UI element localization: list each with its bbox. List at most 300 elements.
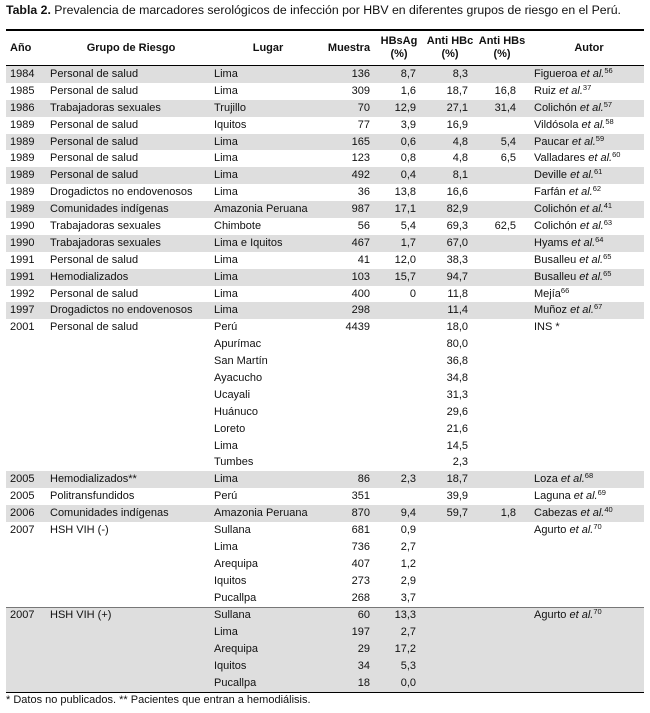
author-cell xyxy=(526,117,644,134)
hbsag-cell xyxy=(376,302,422,319)
table-row xyxy=(6,319,644,336)
antihbs-cell xyxy=(478,302,526,319)
author-cell xyxy=(526,218,644,235)
author-etal: et al. xyxy=(570,304,594,317)
reference-number: 62 xyxy=(592,184,602,194)
hbsag-cell: 15,7 xyxy=(376,269,422,286)
year-cell: 1992 xyxy=(10,287,35,300)
table-row xyxy=(6,573,644,590)
author-cell xyxy=(526,336,644,353)
hbsag-cell: 17,2 xyxy=(376,641,422,658)
sample-cell: 492 xyxy=(322,167,376,184)
antihbs-cell xyxy=(478,522,526,539)
author-name: Paucar xyxy=(534,135,572,148)
author-cell xyxy=(526,319,644,336)
antihbc-cell: 18,7 xyxy=(446,84,468,97)
author-cell xyxy=(526,675,644,692)
table-row xyxy=(6,387,644,404)
table-row xyxy=(6,235,644,252)
year-cell xyxy=(6,675,48,692)
place-cell: Apurímac xyxy=(214,338,262,351)
place-cell: Lima xyxy=(214,186,238,199)
col-header-place: Lugar xyxy=(212,30,322,66)
place-cell: Amazonia Peruana xyxy=(212,505,322,522)
table-row xyxy=(6,522,644,539)
author-cell xyxy=(526,269,644,286)
sample-cell xyxy=(322,438,376,455)
hbsag-cell: 1,6 xyxy=(400,84,416,97)
place-cell: Lima xyxy=(212,302,322,319)
antihbc-cell: 59,7 xyxy=(422,505,478,522)
year-cell: 1984 xyxy=(6,66,48,83)
author-name: Busalleu xyxy=(534,253,580,266)
reference-number: 37 xyxy=(582,82,592,92)
antihbs-cell xyxy=(478,184,526,201)
prevalence-table xyxy=(6,29,644,693)
table-row xyxy=(6,66,644,83)
antihbc-cell: 4,8 xyxy=(452,152,468,165)
group-cell: Comunidades indígenas xyxy=(48,505,212,522)
group-cell xyxy=(48,370,212,387)
hbsag-cell xyxy=(376,336,422,353)
reference-number: 40 xyxy=(604,505,613,515)
table-row xyxy=(6,590,644,607)
author-cell xyxy=(526,573,644,590)
group-cell: HSH VIH (+) xyxy=(48,607,212,624)
year-cell xyxy=(6,556,48,573)
antihbc-cell: 8,1 xyxy=(422,167,478,184)
group-cell xyxy=(48,438,212,455)
antihbc-cell: 14,5 xyxy=(446,439,468,452)
reference-number: 59 xyxy=(595,133,605,143)
author-cell xyxy=(526,167,644,184)
hbsag-cell: 2,7 xyxy=(400,540,416,553)
antihbs-cell xyxy=(478,624,526,641)
hbsag-cell: 8,7 xyxy=(376,66,422,83)
author-cell xyxy=(526,590,644,607)
antihbs-cell xyxy=(478,641,526,658)
hbsag-cell: 0,6 xyxy=(376,134,422,151)
year-cell: 1991 xyxy=(6,269,48,286)
author-name: Colichón xyxy=(534,219,580,232)
table-row xyxy=(6,404,644,421)
antihbc-cell: 94,7 xyxy=(422,269,478,286)
place-cell: Lima xyxy=(212,624,322,641)
sample-cell: 136 xyxy=(322,66,376,83)
hbsag-cell xyxy=(376,370,422,387)
year-cell: 2006 xyxy=(6,505,48,522)
sample-cell: 268 xyxy=(351,591,370,604)
antihbc-cell: 11,8 xyxy=(447,287,468,300)
antihbs-cell xyxy=(478,421,526,438)
author-name: Deville xyxy=(534,169,571,182)
antihbs-cell xyxy=(478,167,526,184)
author-cell xyxy=(526,471,644,488)
hbsag-cell: 3,9 xyxy=(400,118,416,131)
antihbc-cell xyxy=(422,556,478,573)
group-cell: Personal de salud xyxy=(50,287,139,300)
table-row xyxy=(6,471,644,488)
group-cell: Politransfundidos xyxy=(50,490,135,503)
author-etal: et al. xyxy=(588,152,613,165)
author-etal: et al. xyxy=(568,186,593,199)
reference-number: 58 xyxy=(605,116,614,126)
sample-cell xyxy=(322,404,376,421)
antihbs-cell xyxy=(478,438,526,455)
reference-number: 69 xyxy=(597,488,606,498)
table-row xyxy=(6,454,644,471)
group-cell: Personal de salud xyxy=(48,66,212,83)
year-cell xyxy=(6,438,48,455)
hbsag-cell: 5,3 xyxy=(376,658,422,675)
antihbc-cell: 38,3 xyxy=(446,253,468,266)
author-etal: et al. xyxy=(579,253,604,266)
col-header-sample: Muestra xyxy=(322,30,376,66)
group-cell xyxy=(48,658,212,675)
table-row xyxy=(6,302,644,319)
author-cell xyxy=(526,505,644,522)
hbsag-cell xyxy=(376,438,422,455)
place-cell: Sullana xyxy=(214,523,251,536)
hbsag-cell: 13,3 xyxy=(376,607,422,624)
place-cell: Arequipa xyxy=(212,641,322,658)
antihbs-cell xyxy=(478,539,526,556)
group-cell xyxy=(48,539,212,556)
antihbc-cell: 18,7 xyxy=(422,471,478,488)
author-name: INS * xyxy=(534,321,560,334)
author-cell xyxy=(526,370,644,387)
year-cell: 1989 xyxy=(10,118,35,131)
year-cell: 1985 xyxy=(10,84,35,97)
year-cell: 2007 xyxy=(10,523,35,536)
author-name: Loza xyxy=(534,473,561,486)
table-row xyxy=(6,269,644,286)
place-cell: Iquitos xyxy=(212,658,322,675)
col-header-antihbs: Anti HBs (%) xyxy=(478,30,526,66)
sample-cell xyxy=(322,336,376,353)
sample-cell: 41 xyxy=(357,253,370,266)
antihbc-cell: 27,1 xyxy=(422,100,478,117)
table-row xyxy=(6,370,644,387)
antihbs-cell: 6,5 xyxy=(500,152,516,165)
author-cell xyxy=(526,100,644,117)
group-cell xyxy=(48,421,212,438)
group-cell xyxy=(48,353,212,370)
table-row xyxy=(6,336,644,353)
antihbs-cell xyxy=(478,556,526,573)
place-cell: Lima xyxy=(212,134,322,151)
col-header-author: Autor xyxy=(526,30,644,66)
place-cell: Ayacucho xyxy=(214,371,263,384)
antihbs-cell xyxy=(478,235,526,252)
antihbc-cell: 31,3 xyxy=(446,388,468,401)
year-cell xyxy=(6,387,48,404)
sample-cell: 34 xyxy=(322,658,376,675)
antihbs-cell xyxy=(478,66,526,83)
year-cell xyxy=(6,336,48,353)
year-cell: 2005 xyxy=(6,471,48,488)
col-header-hbsag: HBsAg (%) xyxy=(376,30,422,66)
antihbc-cell: 4,8 xyxy=(422,134,478,151)
group-cell: Trabajadoras sexuales xyxy=(50,219,161,232)
sample-cell: 36 xyxy=(357,186,370,199)
group-cell: Hemodializados** xyxy=(48,471,212,488)
table-row xyxy=(6,675,644,692)
place-cell: Tumbes xyxy=(214,456,254,469)
year-cell xyxy=(6,658,48,675)
place-cell: Lima e Iquitos xyxy=(212,235,322,252)
group-cell: Trabajadoras sexuales xyxy=(48,235,212,252)
year-cell: 1989 xyxy=(6,201,48,218)
antihbs-cell xyxy=(478,454,526,471)
table-body xyxy=(6,66,644,693)
place-cell: Lima xyxy=(212,269,322,286)
author-etal: et al. xyxy=(581,118,606,131)
sample-cell: 165 xyxy=(322,134,376,151)
hbsag-cell xyxy=(376,404,422,421)
author-name: Laguna xyxy=(534,490,574,503)
place-cell: San Martín xyxy=(214,355,268,368)
author-name: Vildósola xyxy=(534,118,582,131)
hbsag-cell: 9,4 xyxy=(376,505,422,522)
author-etal: et al. xyxy=(579,203,604,216)
sample-cell: 29 xyxy=(322,641,376,658)
author-cell xyxy=(526,134,644,151)
group-cell: Personal de salud xyxy=(50,84,139,97)
reference-number: 68 xyxy=(584,471,594,481)
hbsag-cell: 13,8 xyxy=(394,186,416,199)
group-cell xyxy=(48,675,212,692)
year-cell: 1991 xyxy=(10,253,35,266)
antihbc-cell: 18,0 xyxy=(446,321,468,334)
hbsag-cell: 0,8 xyxy=(400,152,416,165)
hbsag-cell: 2,3 xyxy=(376,471,422,488)
place-cell: Pucallpa xyxy=(214,591,257,604)
hbsag-cell: 12,9 xyxy=(376,100,422,117)
year-cell xyxy=(6,573,48,590)
antihbs-cell: 5,4 xyxy=(478,134,526,151)
table-row xyxy=(6,100,644,117)
table-row xyxy=(6,641,644,658)
antihbs-cell: 16,8 xyxy=(494,84,516,97)
author-name: Colichón xyxy=(534,203,580,216)
sample-cell: 298 xyxy=(322,302,376,319)
reference-number: 67 xyxy=(593,302,603,312)
hbsag-cell: 0,0 xyxy=(376,675,422,692)
table-row xyxy=(6,134,644,151)
antihbc-cell xyxy=(422,590,478,607)
place-cell: Pucallpa xyxy=(212,675,322,692)
author-cell xyxy=(526,556,644,573)
author-cell xyxy=(526,387,644,404)
group-cell xyxy=(48,590,212,607)
year-cell xyxy=(6,421,48,438)
year-cell xyxy=(6,641,48,658)
author-etal: et al. xyxy=(569,609,594,622)
table-row xyxy=(6,539,644,556)
year-cell xyxy=(6,353,48,370)
sample-cell: 736 xyxy=(351,540,370,553)
group-cell xyxy=(48,573,212,590)
antihbc-cell xyxy=(422,539,478,556)
reference-number: 63 xyxy=(603,218,613,227)
antihbs-cell xyxy=(478,488,526,505)
author-cell xyxy=(526,66,644,83)
hbsag-cell xyxy=(376,387,422,404)
place-cell: Lima xyxy=(214,439,238,452)
author-cell xyxy=(526,488,644,505)
antihbs-cell xyxy=(478,370,526,387)
reference-number: 70 xyxy=(593,607,602,617)
reference-number: 65 xyxy=(603,268,612,278)
reference-number: 70 xyxy=(593,522,602,531)
antihbs-cell xyxy=(478,658,526,675)
antihbs-cell xyxy=(478,286,526,303)
author-etal: et al. xyxy=(560,473,585,486)
reference-number: 66 xyxy=(560,285,570,295)
sample-cell: 870 xyxy=(322,505,376,522)
author-cell xyxy=(526,235,644,252)
sample-cell xyxy=(322,421,376,438)
place-cell: Lima xyxy=(214,84,238,97)
hbsag-cell: 1,2 xyxy=(400,557,416,570)
place-cell: Huánuco xyxy=(214,405,259,418)
antihbc-cell: 29,6 xyxy=(446,405,468,418)
hbsag-cell: 5,4 xyxy=(400,219,416,232)
author-etal: et al. xyxy=(571,236,596,249)
year-cell: 1989 xyxy=(10,152,35,165)
place-cell: Perú xyxy=(214,490,238,503)
sample-cell: 18 xyxy=(322,675,376,692)
antihbc-cell: 11,4 xyxy=(422,302,478,319)
author-cell xyxy=(526,658,644,675)
place-cell: Lima xyxy=(212,167,322,184)
sample-cell: 103 xyxy=(322,269,376,286)
table-label: Tabla 2. xyxy=(6,3,51,17)
year-cell: 1990 xyxy=(10,219,35,232)
antihbs-cell xyxy=(478,404,526,421)
place-cell: Lima xyxy=(214,253,238,266)
table-row xyxy=(6,117,644,134)
group-cell: Drogadictos no endovenosos xyxy=(50,186,193,199)
antihbc-cell xyxy=(422,641,478,658)
antihbs-cell xyxy=(478,607,526,624)
author-cell xyxy=(526,404,644,421)
author-name: Agurto xyxy=(534,609,570,622)
group-cell xyxy=(48,641,212,658)
reference-number: 64 xyxy=(595,234,604,244)
antihbc-cell xyxy=(422,573,478,590)
sample-cell: 400 xyxy=(351,287,370,300)
author-cell xyxy=(526,150,644,167)
group-cell: Trabajadoras sexuales xyxy=(48,100,212,117)
author-etal: et al. xyxy=(569,523,594,536)
sample-cell xyxy=(322,353,376,370)
place-cell: Iquitos xyxy=(214,118,247,131)
hbsag-cell: 0,9 xyxy=(400,523,416,536)
antihbs-cell xyxy=(478,201,526,218)
sample-cell: 681 xyxy=(351,523,370,536)
reference-number: 56 xyxy=(604,65,613,75)
sample-cell: 4439 xyxy=(345,321,370,334)
author-name: Agurto xyxy=(534,523,570,536)
year-cell xyxy=(6,590,48,607)
group-cell: Personal de salud xyxy=(48,134,212,151)
antihbc-cell: 80,0 xyxy=(446,338,468,351)
place-cell: Chimbote xyxy=(214,219,262,232)
year-cell xyxy=(6,454,48,471)
group-cell: Hemodializados xyxy=(48,269,212,286)
place-cell: Lima xyxy=(214,540,238,553)
group-cell: Personal de salud xyxy=(50,321,139,334)
year-cell: 1989 xyxy=(6,167,48,184)
table-row xyxy=(6,658,644,675)
sample-cell: 987 xyxy=(322,201,376,218)
antihbs-cell xyxy=(478,573,526,590)
year-cell xyxy=(6,624,48,641)
group-cell xyxy=(48,624,212,641)
table-row xyxy=(6,252,644,269)
table-row xyxy=(6,83,644,100)
author-cell xyxy=(526,184,644,201)
place-cell: Lima xyxy=(212,66,322,83)
hbsag-cell xyxy=(376,454,422,471)
hbsag-cell: 0 xyxy=(409,287,416,300)
antihbc-cell xyxy=(422,624,478,641)
place-cell: Sullana xyxy=(212,607,322,624)
group-cell: HSH VIH (-) xyxy=(50,523,109,536)
author-name: Valladares xyxy=(534,152,589,165)
author-cell xyxy=(526,641,644,658)
antihbc-cell: 82,9 xyxy=(422,201,478,218)
year-cell: 1990 xyxy=(6,235,48,252)
sample-cell: 351 xyxy=(351,490,370,503)
author-cell xyxy=(526,438,644,455)
year-cell: 2005 xyxy=(10,490,35,503)
antihbc-cell: 16,6 xyxy=(446,186,468,199)
author-etal: et al. xyxy=(570,169,594,182)
group-cell xyxy=(48,336,212,353)
place-cell: Lima xyxy=(214,152,238,165)
table-row xyxy=(6,150,644,167)
author-name: Mejía xyxy=(534,287,561,300)
author-cell xyxy=(526,353,644,370)
group-cell xyxy=(48,454,212,471)
author-cell xyxy=(526,252,644,269)
hbsag-cell: 17,1 xyxy=(376,201,422,218)
group-cell: Personal de salud xyxy=(50,152,139,165)
hbsag-cell xyxy=(376,319,422,336)
sample-cell: 56 xyxy=(357,219,370,232)
author-etal: et al. xyxy=(579,219,604,232)
author-cell xyxy=(526,624,644,641)
year-cell: 2007 xyxy=(6,607,48,624)
table-row xyxy=(6,353,644,370)
year-cell: 2001 xyxy=(10,321,35,334)
table-row xyxy=(6,488,644,505)
hbsag-cell: 0,4 xyxy=(376,167,422,184)
author-cell xyxy=(526,454,644,471)
antihbc-cell: 39,9 xyxy=(446,490,468,503)
col-header-year: Año xyxy=(6,30,48,66)
hbsag-cell: 2,9 xyxy=(400,574,416,587)
reference-number: 61 xyxy=(593,167,603,177)
antihbs-cell xyxy=(478,252,526,269)
table-row xyxy=(6,218,644,235)
group-cell: Personal de salud xyxy=(50,118,139,131)
sample-cell xyxy=(322,370,376,387)
author-cell xyxy=(526,201,644,218)
